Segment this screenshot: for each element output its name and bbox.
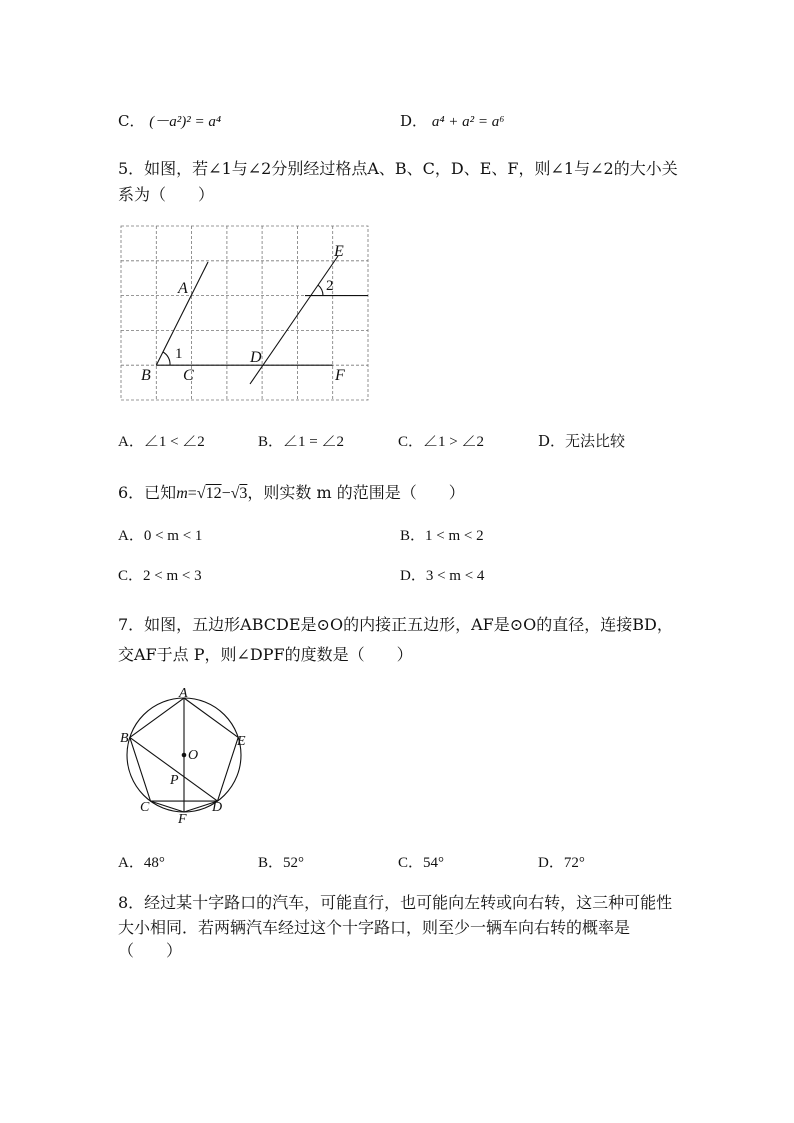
q6-option-c: C．2 < m < 3 [118, 568, 202, 584]
q8-stem-line1: 8．经过某十字路口的汽车，可能直行，也可能向左转或向右转，这三种可能性 [118, 893, 673, 912]
q6-option-b: B．1 < m < 2 [400, 528, 484, 544]
q7-stem-line2: 交AF于点 P，则∠DPF的度数是（ ） [118, 645, 413, 664]
label-a: A [178, 280, 188, 297]
q6-option-a: A．0 < m < 1 [118, 528, 203, 544]
q6-m: m [176, 485, 188, 502]
q6-suffix: ，则实数 m 的范围是（ ） [247, 483, 465, 502]
q6-radical2: √3 [230, 485, 248, 502]
label-d: D [250, 349, 262, 366]
q8-stem-line3: （ ） [118, 941, 183, 960]
q7-stem-line1: 7．如图，五边形ABCDE是⊙O的内接正五边形，AF是⊙O的直径，连接BD， [118, 615, 673, 634]
q5-option-b: B．∠1 = ∠2 [258, 434, 344, 450]
q4-option-c-expr: (－a²)² = a⁴ [149, 114, 222, 130]
q6-prefix: 6．已知 [118, 483, 177, 502]
label-c: C [183, 367, 194, 384]
q6-minus: − [221, 485, 231, 502]
label-angle2: 2 [326, 278, 334, 294]
q5-option-d: D．无法比较 [538, 432, 626, 450]
label7-p: P [170, 773, 179, 788]
q5-option-a: A．∠1 < ∠2 [118, 434, 205, 450]
label-f: F [335, 367, 345, 384]
q5-stem-line1: 5．如图，若∠1与∠2分别经过格点A、B、C，D、E、F，则∠1与∠2的大小关 [118, 159, 678, 178]
q4-option-d-label: D． [400, 112, 428, 130]
q6-radical1: √12 [196, 485, 222, 502]
q6-eq: = [187, 485, 197, 502]
label-e: E [334, 243, 344, 260]
angle1-arc [163, 352, 170, 365]
label7-b: B [120, 731, 129, 746]
label7-e: E [237, 734, 246, 749]
segment-bd [130, 737, 218, 801]
q7-option-a: A．48° [118, 855, 165, 871]
label7-c: C [140, 800, 150, 815]
q4-option-d-expr: a⁴ + a² = a⁶ [431, 114, 505, 130]
q6-radicand1: 12 [205, 485, 222, 502]
center-dot [182, 753, 187, 758]
label7-a: A [179, 686, 188, 701]
q5-option-c: C．∠1 > ∠2 [398, 434, 484, 450]
q6-option-d: D．3 < m < 4 [400, 568, 485, 584]
q8-stem-line2: 大小相同．若两辆汽车经过这个十字路口，则至少一辆车向右转的概率是 [118, 918, 631, 937]
q7-option-d: D．72° [538, 855, 585, 871]
label-b: B [141, 367, 151, 384]
q6-radicand2: 3 [239, 485, 248, 502]
q5-stem-line2: 系为（ ） [118, 185, 215, 204]
q7-option-c: C．54° [398, 855, 445, 871]
label7-f: F [178, 812, 187, 827]
label-angle1: 1 [175, 346, 183, 362]
grid-lines [121, 226, 368, 400]
angle2-arc [318, 285, 323, 296]
segment-cf [151, 801, 185, 812]
label7-d: D [212, 800, 223, 815]
q7-option-b: B．52° [258, 855, 305, 871]
q6-stem [118, 480, 465, 503]
q4-option-c-label: C． [118, 112, 145, 130]
label7-o: O [188, 748, 199, 763]
